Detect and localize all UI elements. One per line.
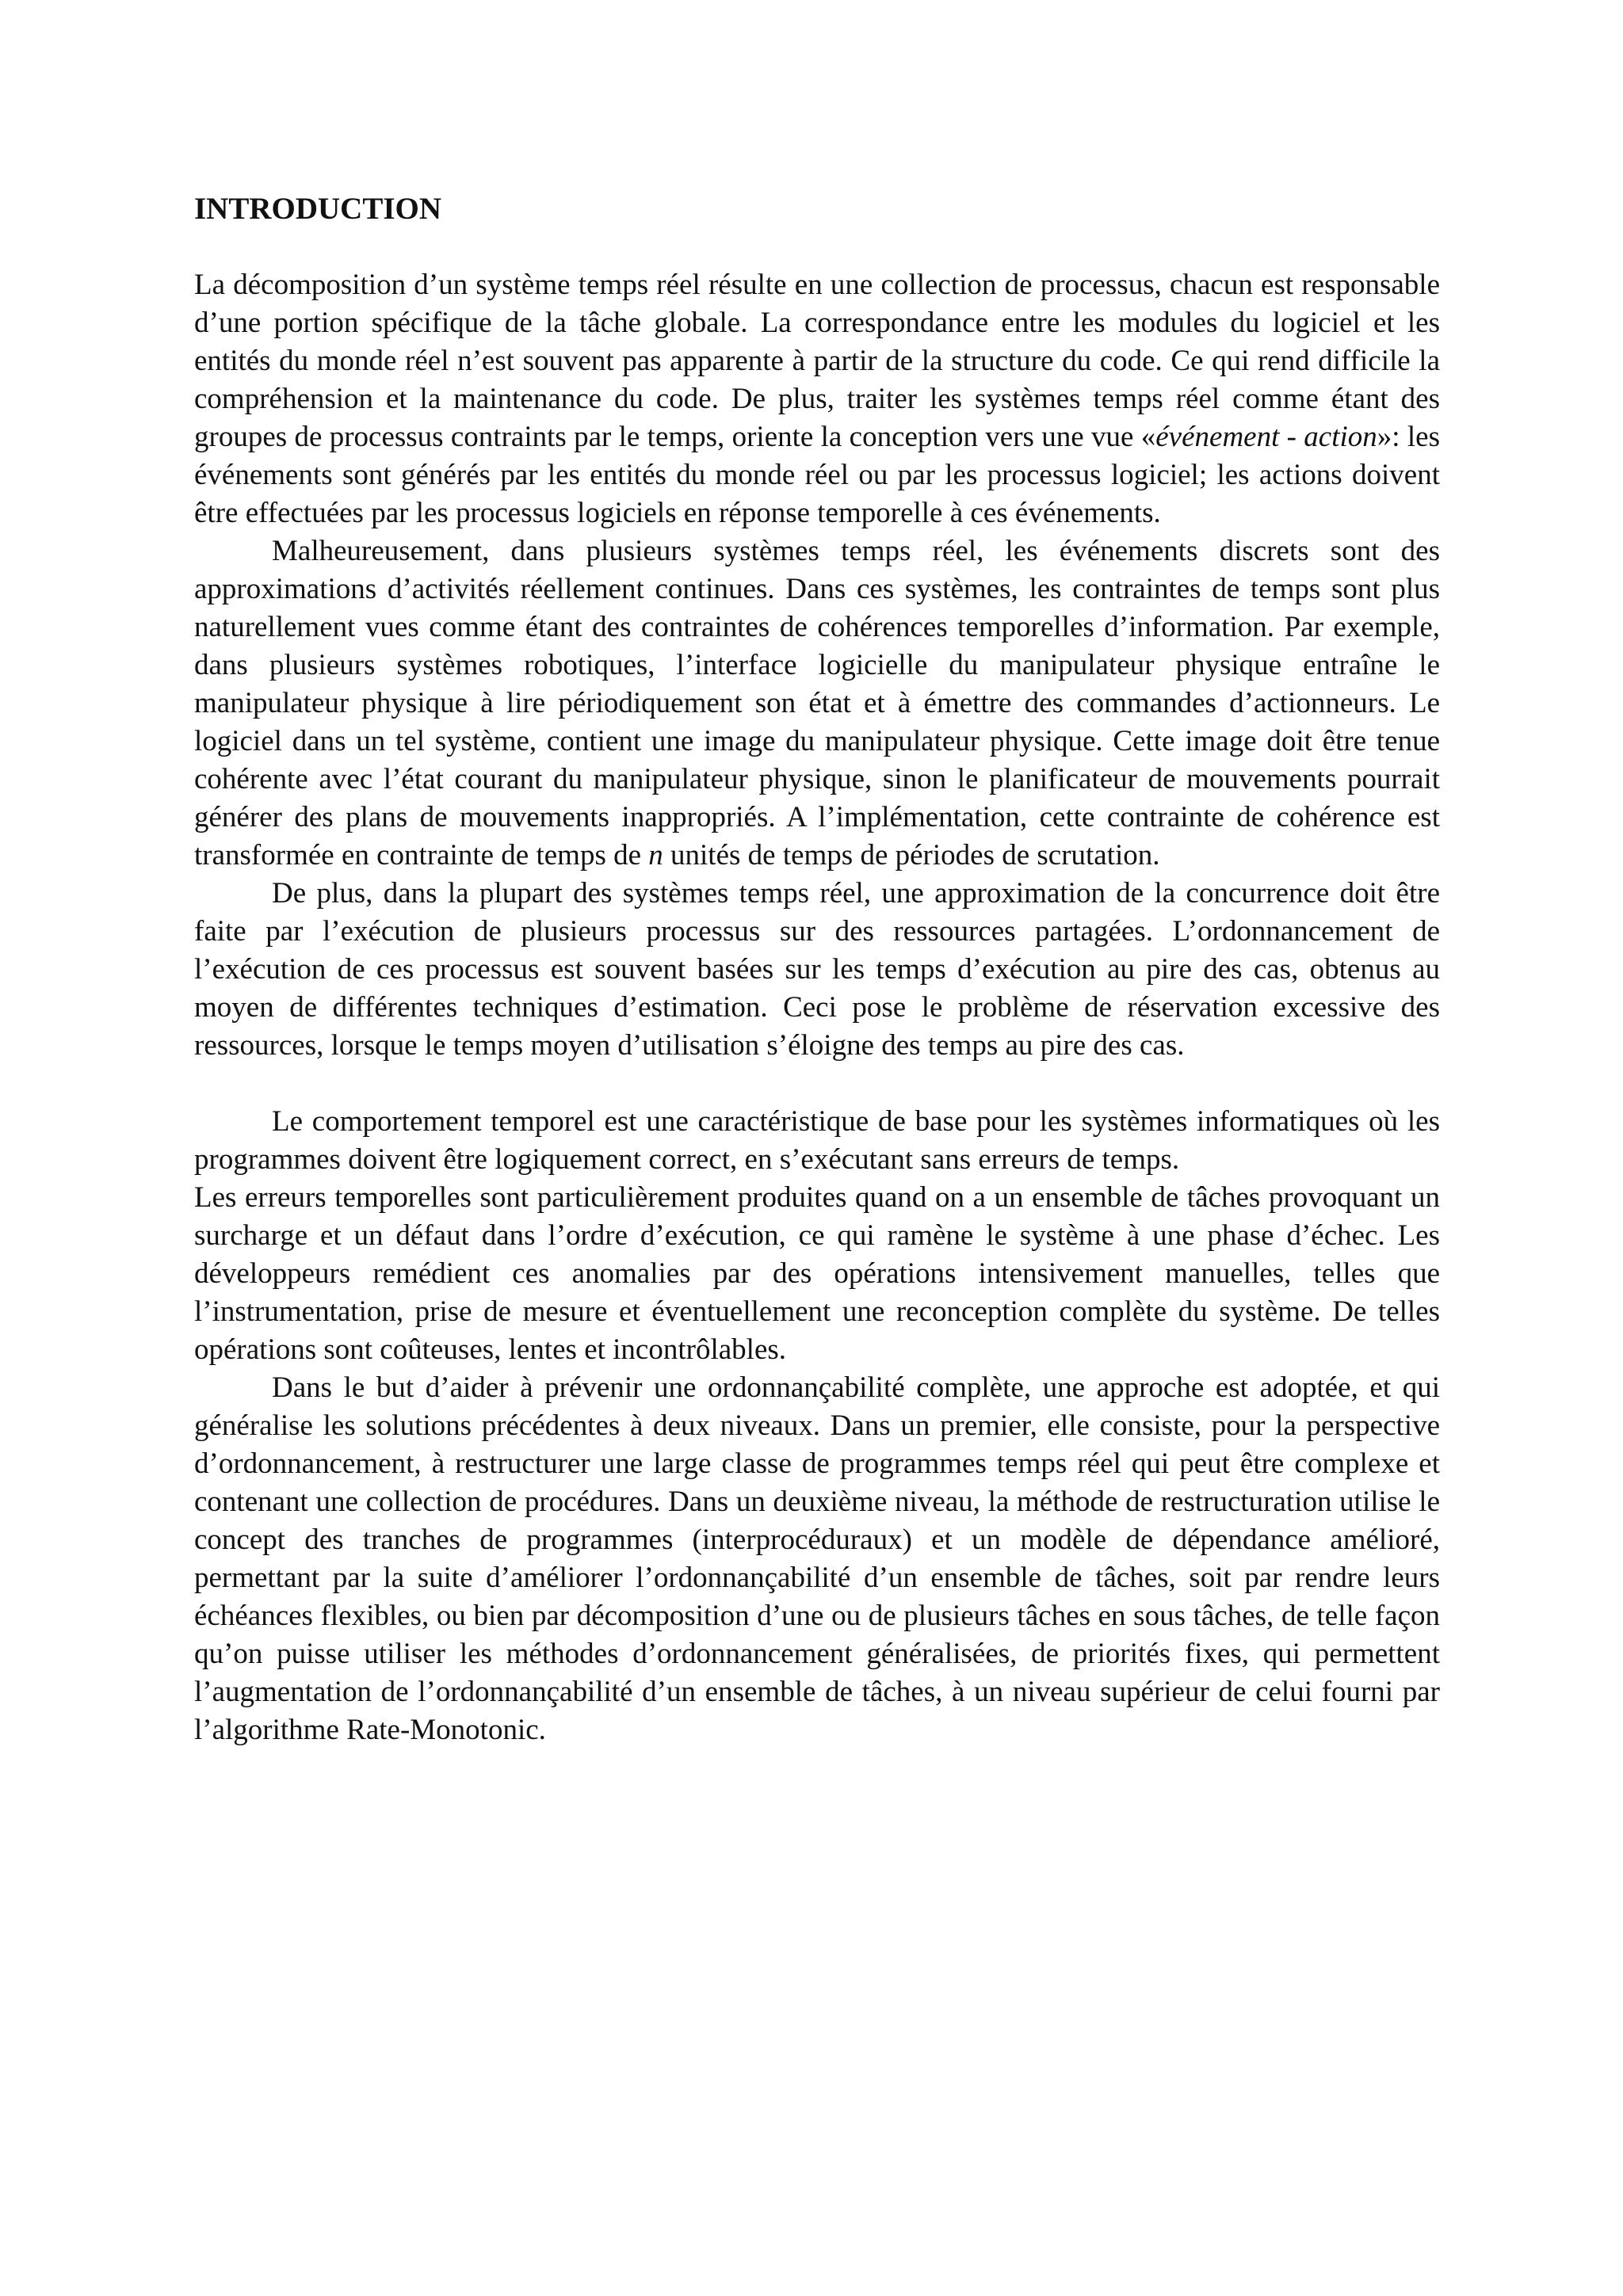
section-heading: INTRODUCTION xyxy=(194,192,442,226)
paragraph-1-emphasis: événement - action xyxy=(1155,421,1377,453)
paragraph-5: Les erreurs temporelles sont particulièrement produites quand on a un ensemble de tâches provoquant un surcharge et un défaut dans l’ordre d’exécution, ce qui ramène le système à une phase d’échec. Les développeurs remédient ces anomalies par des opérations intensivement manuelles, telles que l’instrumentation, prise de mesure et éventuellement une reconception complète du système. De telles opérations sont coûteuses, lentes et incontrôlables. xyxy=(194,1181,1440,1366)
paragraph-2 xyxy=(194,532,1440,875)
paragraph-1-text-b: »: les événements sont générés par les entités du monde réel ou par les processus logiciel; les actions doivent être effectuées par les processus logiciels en réponse temporelle à ces événements. xyxy=(194,421,1440,529)
paragraph-2-text-b: unités de temps de périodes de scrutation. xyxy=(663,839,1160,871)
paragraph-4: Le comportement temporel est une caractéristique de base pour les systèmes informatiques où les programmes doivent être logiquement correct, en s’exécutant sans erreurs de temps. xyxy=(194,1105,1440,1176)
paragraph-6: Dans le but d’aider à prévenir une ordonnançabilité complète, une approche est adoptée, et qui généralise les solutions précédentes à deux niveaux. Dans un premier, elle consiste, pour la perspective d’ordonnancement, à restructurer une large classe de programmes temps réel qui peut être complexe et contenant une collection de procédures. Dans un deuxième niveau, la méthode de restructuration utilise le concept des tranches de programmes (interprocéduraux) et un modèle de dépendance amélioré, permettant par la suite d’améliorer l’ordonnançabilité d’un ensemble de tâches, soit par rendre leurs échéances flexibles, ou bien par décomposition d’une ou de plusieurs tâches en sous tâches, de telle façon qu’on puisse utiliser les méthodes d’ordonnancement généralisées, de priorités fixes, qui permettent l’augmentation de l’ordonnançabilité d’un ensemble de tâches, à un niveau supérieur de celui fourni par l’algorithme Rate-Monotonic. xyxy=(194,1371,1440,1746)
paragraph-1-text-a: La décomposition d’un système temps réel résulte en une collection de processus, chacun est responsable d’une portion spécifique de la tâche globale. La correspondance entre les modules du logiciel et les entités du monde réel n’est souvent pas apparente à partir de la structure du code. Ce qui rend difficile la compréhension et la maintenance du code. De plus, traiter les systèmes temps réel comme étant des groupes de processus contraints par le temps, oriente la conception vers une vue « xyxy=(194,269,1440,453)
paragraph-2-emphasis: n xyxy=(648,839,663,871)
paragraph-3: De plus, dans la plupart des systèmes temps réel, une approximation de la concurrence doit être faite par l’exécution de plusieurs processus sur des ressources partagées. L’ordonnancement de l’exécution de ces processus est souvent basées sur les temps d’exécution au pire des cas, obtenus au moyen de différentes techniques d’estimation. Ceci pose le problème de réservation excessive des ressources, lorsque le temps moyen d’utilisation s’éloigne des temps au pire des cas. xyxy=(194,877,1440,1062)
paragraph-2-text-a: Malheureusement, dans plusieurs systèmes temps réel, les événements discrets sont des approximations d’activités réellement continues. Dans ces systèmes, les contraintes de temps sont plus naturellement vues comme étant des contraintes de cohérences temporelles d’information. Par exemple, dans plusieurs systèmes robotiques, l’interface logicielle du manipulateur physique entraîne le manipulateur physique à lire périodiquement son état et à émettre des commandes d’actionneurs. Le logiciel dans un tel système, contient une image du manipulateur physique. Cette image doit être tenue cohérente avec l’état courant du manipulateur physique, sinon le planificateur de mouvements pourrait générer des plans de mouvements inappropriés. A l’implémentation, cette contrainte de cohérence est transformée en contrainte de temps de xyxy=(194,535,1440,871)
document-page xyxy=(194,190,1440,1749)
paragraph-1 xyxy=(194,266,1440,532)
